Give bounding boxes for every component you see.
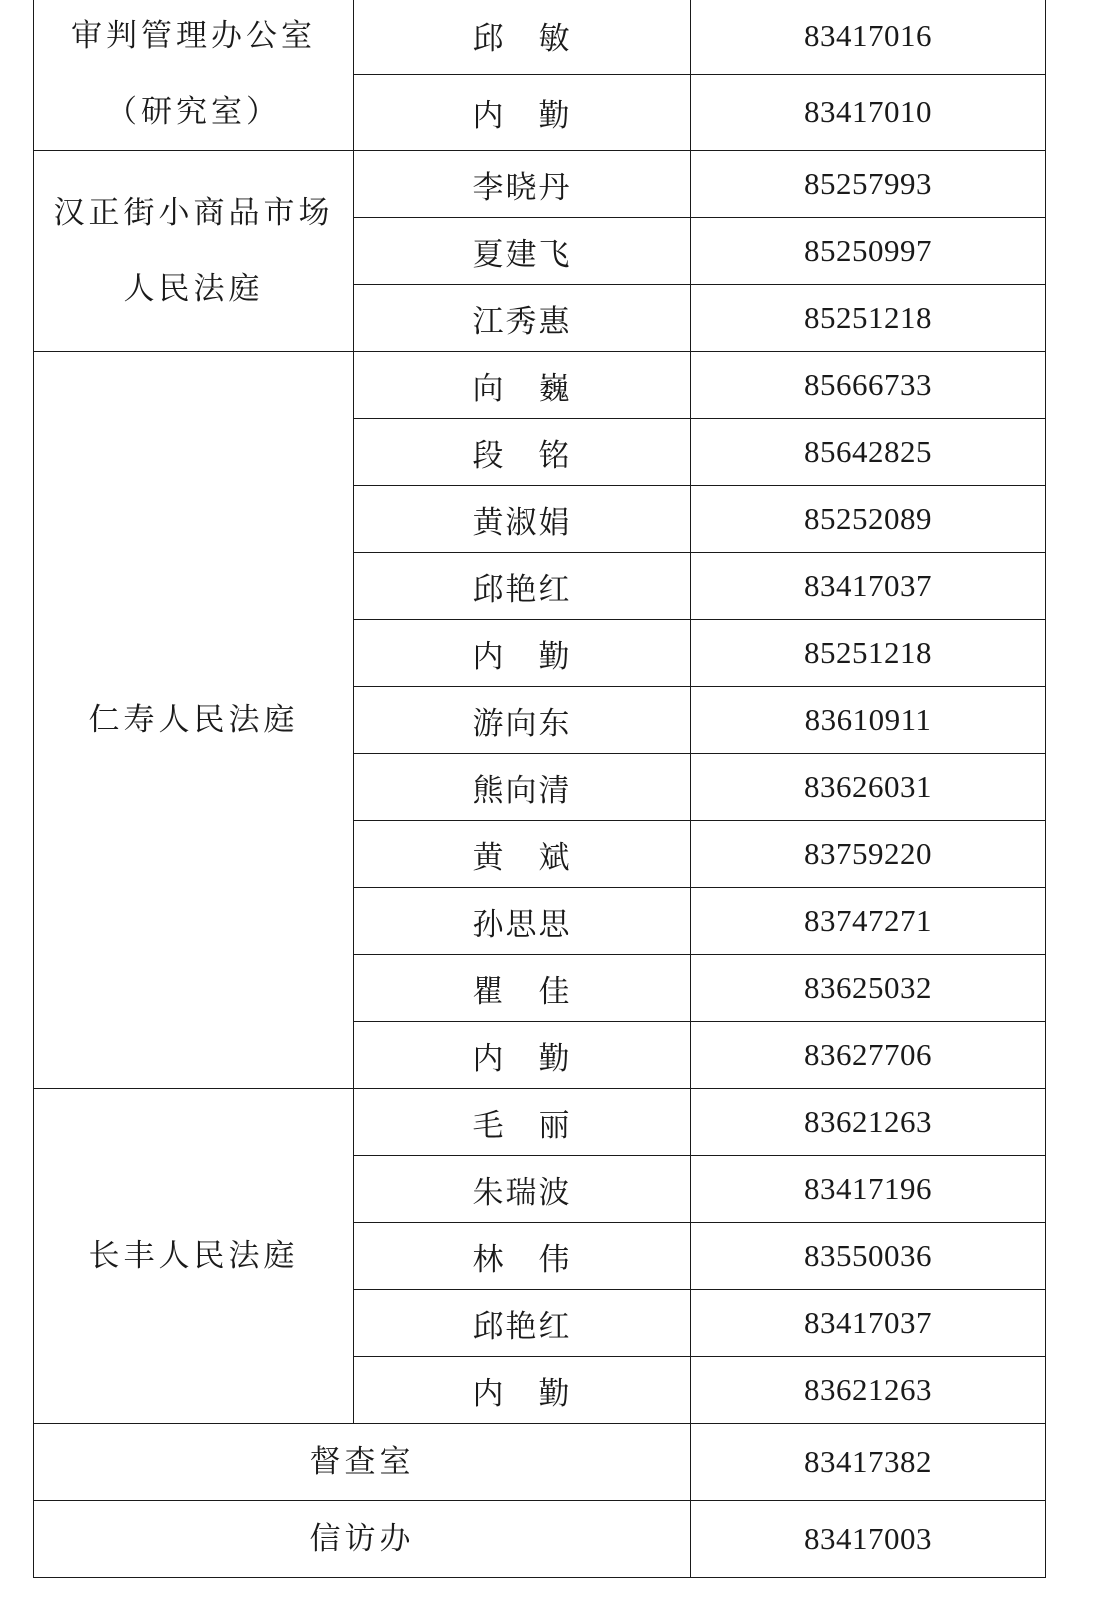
contact-name: 江秀惠 <box>354 285 691 352</box>
phone-number: 85666733 <box>691 352 1046 419</box>
phone-number: 83626031 <box>691 754 1046 821</box>
phone-number: 83417003 <box>691 1501 1046 1578</box>
phone-number: 83417382 <box>691 1424 1046 1501</box>
contact-name: 李晓丹 <box>354 151 691 218</box>
department-name-line: 长丰人民法庭 <box>88 1238 299 1274</box>
contact-table-body <box>34 0 1046 1578</box>
phone-number: 83417016 <box>691 0 1046 74</box>
phone-number: 83621263 <box>691 1357 1046 1424</box>
phone-number: 83417037 <box>691 1290 1046 1357</box>
contact-name: 毛 丽 <box>354 1089 691 1156</box>
table-row <box>34 1089 1046 1156</box>
contact-name: 邱艳红 <box>354 553 691 620</box>
phone-number: 85251218 <box>691 285 1046 352</box>
contact-name: 内 勤 <box>354 1357 691 1424</box>
phone-number: 83625032 <box>691 955 1046 1022</box>
contact-name: 黄 斌 <box>354 821 691 888</box>
contact-name: 夏建飞 <box>354 218 691 285</box>
table-row <box>34 1501 1046 1578</box>
phone-number: 85252089 <box>691 486 1046 553</box>
table-row <box>34 151 1046 218</box>
contact-name: 内 勤 <box>354 74 691 151</box>
contact-name: 游向东 <box>354 687 691 754</box>
phone-number: 85642825 <box>691 419 1046 486</box>
contact-name: 向 巍 <box>354 352 691 419</box>
department-name-line: 仁寿人民法庭 <box>88 702 299 738</box>
contact-name: 孙思思 <box>354 888 691 955</box>
department-cell <box>34 0 354 151</box>
department-name-line: 汉正街小商品市场 <box>53 195 334 231</box>
office-name: 督查室 <box>34 1424 691 1501</box>
contact-name: 瞿 佳 <box>354 955 691 1022</box>
department-name-line: 审判管理办公室 <box>71 18 316 54</box>
phone-number: 85251218 <box>691 620 1046 687</box>
contact-name: 内 勤 <box>354 1022 691 1089</box>
contact-name: 内 勤 <box>354 620 691 687</box>
contact-name: 邱艳红 <box>354 1290 691 1357</box>
office-name: 信访办 <box>34 1501 691 1578</box>
phone-number: 83550036 <box>691 1223 1046 1290</box>
department-name-line: 人民法庭 <box>123 271 264 307</box>
department-name-line: （研究室） <box>106 94 281 130</box>
department-cell <box>34 1089 354 1424</box>
contact-name: 黄淑娟 <box>354 486 691 553</box>
contact-name: 林 伟 <box>354 1223 691 1290</box>
contact-name: 朱瑞波 <box>354 1156 691 1223</box>
department-cell <box>34 151 354 352</box>
phone-number: 83759220 <box>691 821 1046 888</box>
contact-name: 邱 敏 <box>354 0 691 74</box>
phone-number: 83417010 <box>691 74 1046 151</box>
phone-number: 83621263 <box>691 1089 1046 1156</box>
phone-number: 83627706 <box>691 1022 1046 1089</box>
phone-number: 83417196 <box>691 1156 1046 1223</box>
table-row <box>34 0 1046 74</box>
phone-number: 83610911 <box>691 687 1046 754</box>
contact-name: 熊向清 <box>354 754 691 821</box>
table-row <box>34 1424 1046 1501</box>
department-cell <box>34 352 354 1089</box>
phone-number: 83747271 <box>691 888 1046 955</box>
phone-number: 83417037 <box>691 553 1046 620</box>
contact-name: 段 铭 <box>354 419 691 486</box>
phone-number: 85257993 <box>691 151 1046 218</box>
phone-number: 85250997 <box>691 218 1046 285</box>
contact-table <box>33 0 1046 1578</box>
table-row <box>34 352 1046 419</box>
